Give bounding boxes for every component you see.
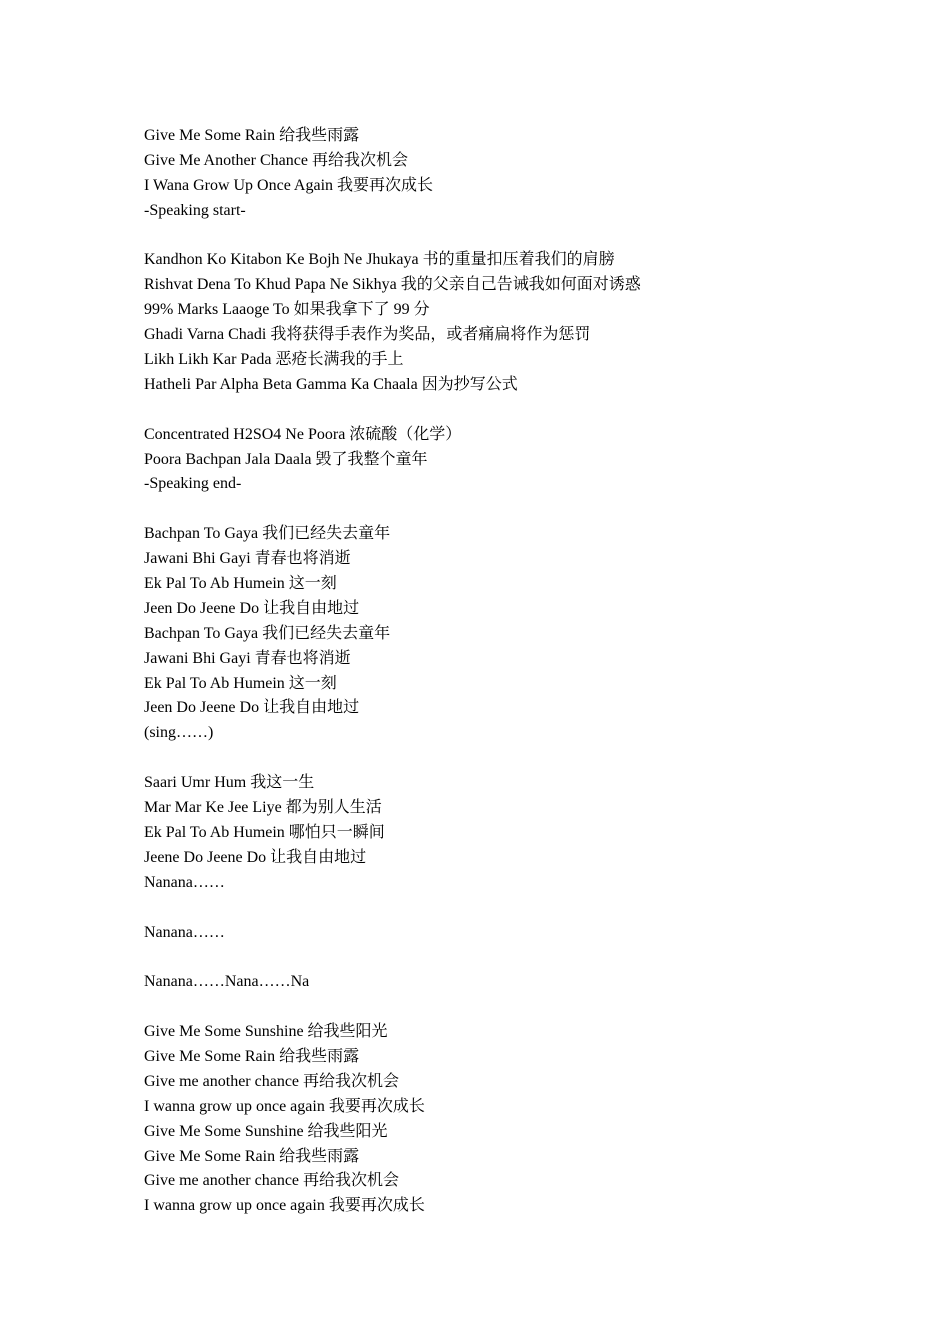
- lyric-line: Nanana……: [144, 873, 225, 891]
- lyrics-document: [144, 124, 904, 1219]
- blank-line: [144, 896, 904, 921]
- blank-line: [144, 398, 904, 423]
- lyric-line: Bachpan To Gaya 我们已经失去童年: [144, 624, 391, 642]
- lyric-line: I wanna grow up once again 我要再次成长: [144, 1197, 425, 1215]
- lyric-line: I Wana Grow Up Once Again 我要再次成长: [144, 176, 434, 194]
- lyric-line: Jeen Do Jeene Do 让我自由地过: [144, 699, 360, 717]
- lyric-line: Saari Umr Hum 我这一生: [144, 774, 315, 792]
- blank-line: [144, 497, 904, 522]
- lyric-line: Give Me Some Sunshine 给我些阳光: [144, 1122, 388, 1140]
- lyric-line: Ghadi Varna Chadi 我将获得手表作为奖品，或者痛扁将作为惩罚: [144, 326, 591, 344]
- lyric-line: Give me another chance 再给我次机会: [144, 1172, 400, 1190]
- lyric-line: Ek Pal To Ab Humein 哪怕只一瞬间: [144, 823, 385, 841]
- lyric-line: Nanana……Nana……Na: [144, 973, 310, 991]
- lyric-line: I wanna grow up once again 我要再次成长: [144, 1097, 425, 1115]
- lyric-line: Ek Pal To Ab Humein 这一刻: [144, 674, 337, 692]
- lyric-line: -Speaking start-: [144, 201, 246, 219]
- lyric-line: Give Me Some Rain 给我些雨露: [144, 127, 360, 144]
- lyric-line: Ek Pal To Ab Humein 这一刻: [144, 575, 337, 593]
- lyric-line: Mar Mar Ke Jee Liye 都为别人生活: [144, 799, 382, 817]
- lyric-line: Give Me Some Sunshine 给我些阳光: [144, 1023, 388, 1041]
- lyric-line: Give Me Another Chance 再给我次机会: [144, 151, 408, 169]
- lyric-line: Give me another chance 再给我次机会: [144, 1072, 400, 1090]
- lyric-line: -Speaking end-: [144, 475, 242, 493]
- lyric-line: Bachpan To Gaya 我们已经失去童年: [144, 525, 391, 543]
- lyric-line: Likh Likh Kar Pada 恶疮长满我的手上: [144, 351, 404, 369]
- lyric-line: Give Me Some Rain 给我些雨露: [144, 1047, 360, 1065]
- lyric-line: 99% Marks Laaoge To 如果我拿下了 99 分: [144, 301, 430, 319]
- blank-line: [144, 746, 904, 771]
- lyric-line: Hatheli Par Alpha Beta Gamma Ka Chaala 因为抄写公式: [144, 375, 518, 393]
- blank-line: [144, 224, 904, 249]
- lyric-line: Jawani Bhi Gayi 青春也将消逝: [144, 649, 351, 667]
- lyric-line: Rishvat Dena To Khud Papa Ne Sikhya 我的父亲自己告诫我如何面对诱惑: [144, 276, 641, 294]
- lyric-line: Jeen Do Jeene Do 让我自由地过: [144, 599, 360, 617]
- lyric-line: Jeene Do Jeene Do 让我自由地过: [144, 848, 367, 866]
- lyric-line: Give Me Some Rain 给我些雨露: [144, 1147, 360, 1165]
- lyric-line: Poora Bachpan Jala Daala 毁了我整个童年: [144, 450, 428, 468]
- blank-line: [144, 995, 904, 1020]
- lyric-line: Nanana……: [144, 923, 225, 941]
- blank-line: [144, 945, 904, 970]
- lyric-line: Jawani Bhi Gayi 青春也将消逝: [144, 550, 351, 568]
- lyric-line: Kandhon Ko Kitabon Ke Bojh Ne Jhukaya 书的重量扣压着我们的肩膀: [144, 251, 615, 269]
- lyric-line: Concentrated H2SO4 Ne Poora 浓硫酸（化学）: [144, 425, 462, 443]
- lyric-line: (sing……): [144, 724, 214, 742]
